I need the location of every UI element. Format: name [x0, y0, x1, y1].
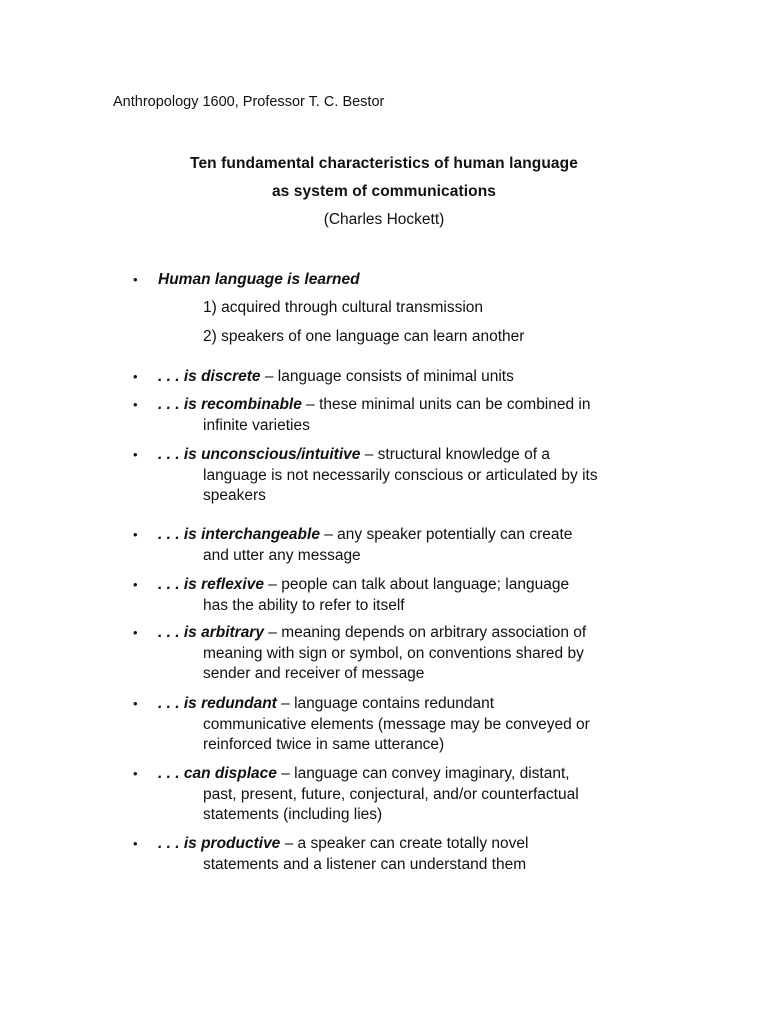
item-continuation: meaning with sign or symbol, on conventions shared by [203, 644, 584, 662]
item-continuation: speakers [203, 487, 266, 504]
item-continuation: statements (including lies) [203, 806, 383, 823]
item-first-line [158, 395, 591, 416]
bullet-marker: • [133, 527, 138, 542]
bullet-marker: • [133, 625, 138, 640]
item-continuation: past, present, future, conjectural, and/or counterfactual [203, 785, 579, 803]
item-term: . . . is arbitrary [158, 624, 264, 641]
item-first-line [158, 445, 550, 466]
bullet-marker: • [133, 577, 138, 592]
item-continuation: communicative elements (message may be conveyed or [203, 715, 590, 733]
item-first-line [158, 834, 528, 855]
item-first-line [158, 694, 494, 715]
item-description: – meaning depends on arbitrary association of [263, 624, 587, 641]
item-description: – these minimal units can be combined in [301, 396, 591, 413]
sub-point: 2) speakers of one language can learn another [203, 328, 525, 345]
item-continuation: reinforced twice in same utterance) [203, 736, 445, 753]
item-term: . . . is unconscious/intuitive [158, 446, 361, 463]
title-author: (Charles Hockett) [323, 211, 445, 228]
item-term: . . . is discrete [158, 368, 261, 385]
item-continuation: language is not necessarily conscious or articulated by its [203, 466, 598, 484]
item-description: – language consists of minimal units [260, 368, 514, 385]
item-term: . . . is productive [158, 835, 281, 852]
bullet-marker: • [133, 766, 138, 781]
sub-point: 1) acquired through cultural transmission [203, 299, 483, 316]
bullet-marker: • [133, 836, 138, 851]
bullet-marker: • [133, 397, 138, 412]
bullet-marker: • [133, 369, 138, 384]
item-continuation: sender and receiver of message [203, 665, 425, 682]
item-description: – a speaker can create totally novel [280, 835, 529, 852]
item-term: Human language is learned [158, 271, 360, 288]
item-continuation: statements and a listener can understand them [203, 855, 527, 873]
item-first-line [158, 575, 569, 596]
item-continuation: infinite varieties [203, 416, 310, 434]
item-continuation: has the ability to refer to itself [203, 596, 405, 614]
item-term: . . . is interchangeable [158, 526, 320, 543]
item-first-line [158, 525, 572, 546]
bullet-marker: • [133, 272, 138, 287]
item-description: – language contains redundant [276, 695, 495, 712]
item-term: . . . is recombinable [158, 396, 302, 413]
course-header: Anthropology 1600, Professor T. C. Bestor [113, 94, 385, 110]
item-first-line [158, 270, 360, 291]
item-first-line [158, 623, 586, 644]
item-continuation: and utter any message [203, 546, 361, 564]
item-description: – any speaker potentially can create [319, 526, 573, 543]
item-term: . . . is redundant [158, 695, 277, 712]
item-first-line [158, 367, 514, 388]
title-line-2: as system of communications [271, 183, 497, 200]
item-description: – people can talk about language; language [263, 576, 570, 593]
item-term: . . . can displace [158, 765, 277, 782]
title-line-1: Ten fundamental characteristics of human language [190, 155, 578, 172]
item-description: – language can convey imaginary, distant, [276, 765, 570, 782]
bullet-marker: • [133, 696, 138, 711]
title-block [0, 150, 768, 234]
item-description: – structural knowledge of a [360, 446, 550, 463]
item-first-line [158, 764, 570, 785]
item-term: . . . is reflexive [158, 576, 264, 593]
bullet-marker: • [133, 447, 138, 462]
